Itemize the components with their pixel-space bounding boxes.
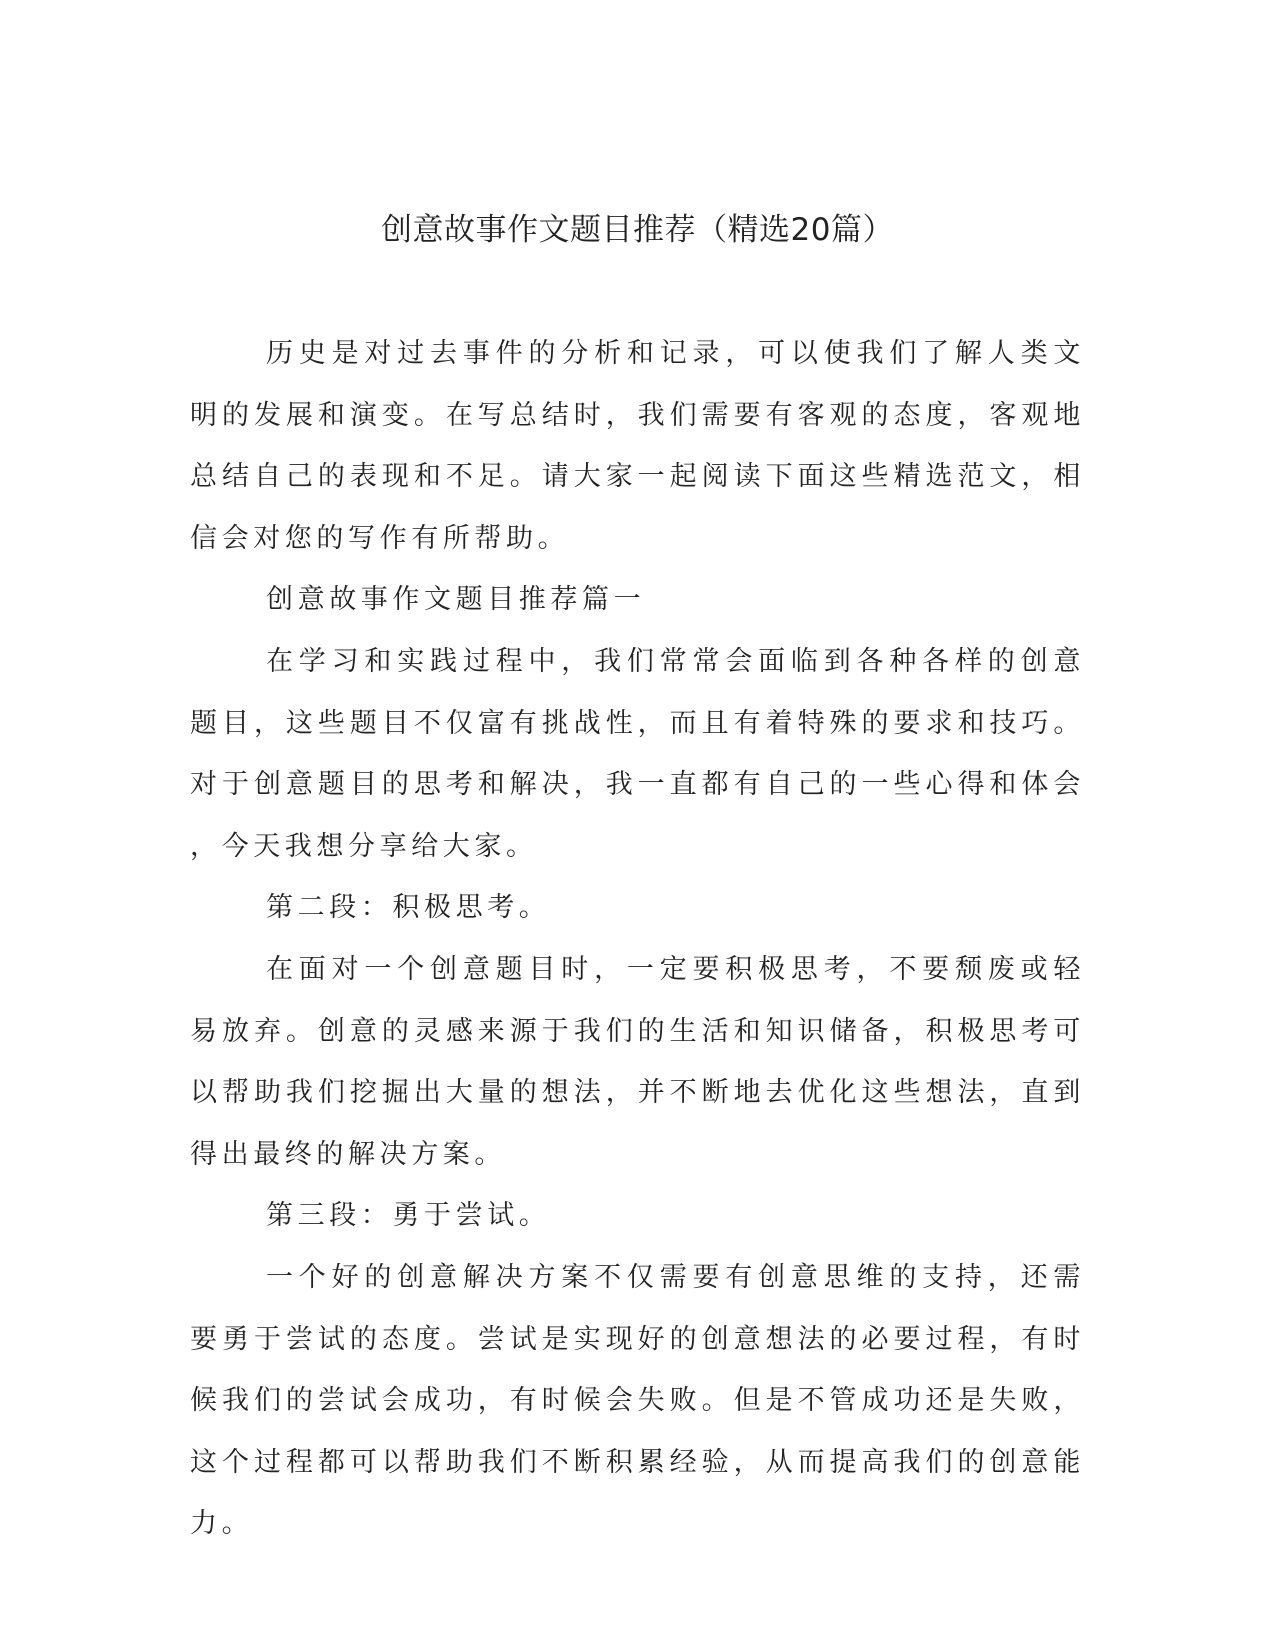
document-body [190,323,1085,1555]
body-paragraph: 在面对一个创意题目时，一定要积极思考，不要颓废或轻易放弃。创意的灵感来源于我们的生活和知识储备，积极思考可以帮助我们挖掘出大量的想法，并不断地去优化这些想法，直到得出最终的解决方案。 [190,953,1085,1170]
body-paragraph: 一个好的创意解决方案不仅需要有创意思维的支持，还需要勇于尝试的态度。尝试是实现好的创意想法的必要过程，有时候我们的尝试会成功，有时候会失败。但是不管成功还是失败，这个过程都可以帮助我们不断积累经验，从而提高我们的创意能力。 [190,1261,1085,1540]
section-heading-part-one: 创意故事作文题目推荐篇一 [266,584,646,616]
section-heading-paragraph-three: 第三段：勇于尝试。 [266,1200,551,1232]
body-paragraph: 在学习和实践过程中，我们常常会面临到各种各样的创意题目，这些题目不仅富有挑战性，而且有着特殊的要求和技巧。对于创意题目的思考和解决，我一直都有自己的一些心得和体会，今天我想分享给大家。 [190,645,1085,862]
section-heading-paragraph-two: 第二段：积极思考。 [266,892,551,924]
document-title: 创意故事作文题目推荐（精选20篇） [381,212,894,248]
intro-paragraph: 历史是对过去事件的分析和记录，可以使我们了解人类文明的发展和演变。在写总结时，我们需要有客观的态度，客观地总结自己的表现和不足。请大家一起阅读下面这些精选范文，相信会对您的写作有所帮助。 [190,338,1085,554]
